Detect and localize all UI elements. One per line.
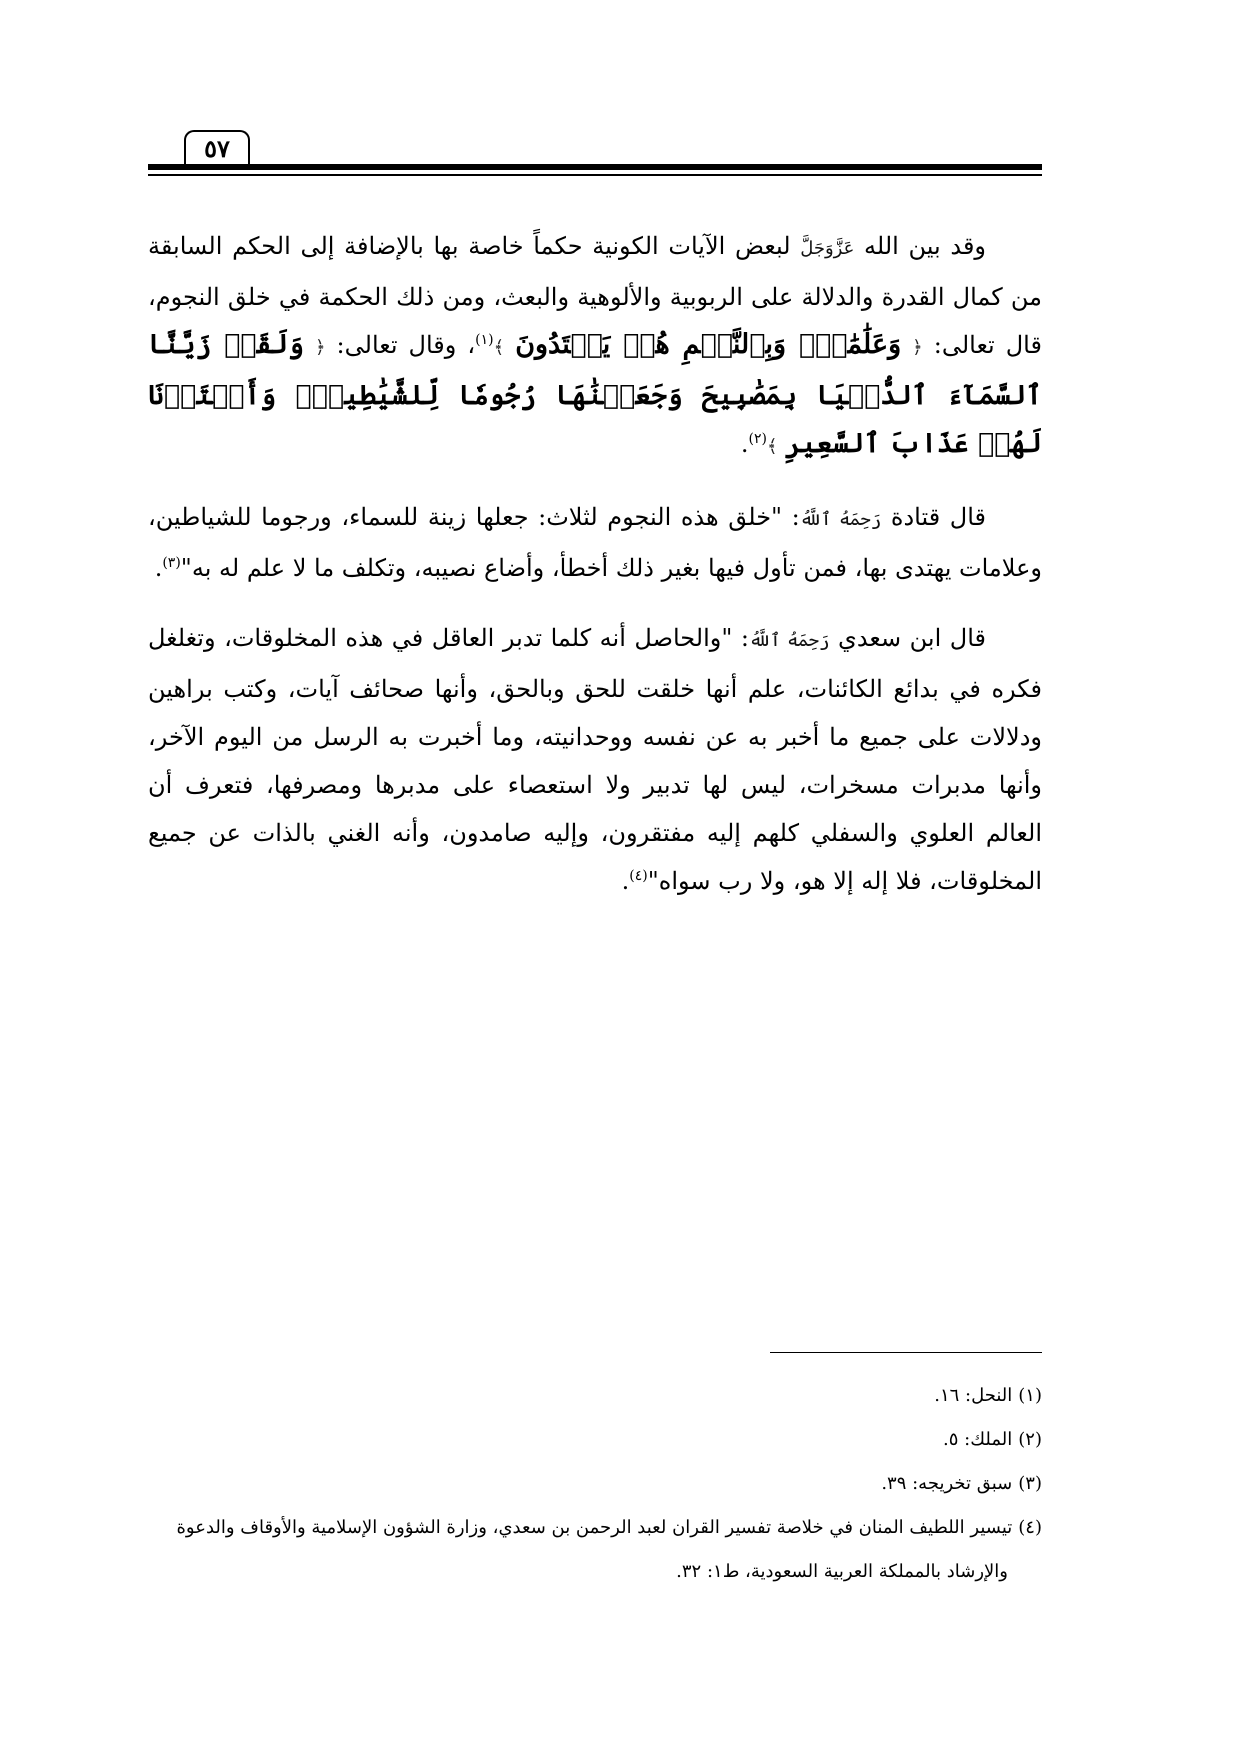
footnote-4 [148,1506,1042,1594]
paragraph-1 [148,222,1042,471]
header-rule-thick [148,164,1042,170]
footnote-text: الملك: ٥. [943,1429,1013,1450]
p2-end: . [154,554,163,582]
footnote-ref-4[interactable]: (٤) [629,868,648,884]
footnote-text: تيسير اللطيف المنان في خلاصة تفسير القران لعبد الرحمن بن سعدي، وزارة الشؤون الإسلامية والأوقاف والدعوة [176,1517,1013,1538]
verse-close-ornament: ﴾ [493,337,505,358]
verse-open-ornament-2: ﴿ [314,337,326,358]
footnote-1 [148,1374,1042,1418]
honorific-rahimahullah-1: رَحِمَهُ ٱللَّهُ [799,509,882,530]
verse-open-ornament: ﴿ [912,337,923,358]
p1-text-3: ، وقال تعالى: [325,331,476,359]
page-header [148,118,1042,174]
paragraph-2 [148,493,1042,592]
footnote-3 [148,1462,1042,1506]
p1-end: . [740,430,749,458]
footnote-text: النحل: ١٦. [934,1385,1013,1406]
footnote-number: (٤) [1018,1517,1042,1538]
footnote-ref-1[interactable]: (١) [475,332,494,348]
footnote-text-continued: والإرشاد بالمملكة العربية السعودية، ط١: ٣٢. [676,1561,1008,1582]
footnote-separator [770,1352,1042,1353]
paragraph-3 [148,614,1042,905]
header-rule-thin [148,174,1042,176]
p2-text-1: قال قتادة [881,503,986,531]
footnote-text: سبق تخريجه: ٣٩. [881,1473,1013,1494]
quran-verse-1: وَعَلَٰمَٰتٖۚ وَبِٱلنَّجۡمِ هُمۡ يَهۡتَدُونَ [515,329,902,360]
p1-text-1: وقد بين الله [854,232,987,260]
page-number: ٥٧ [184,130,250,166]
footnotes [148,1374,1042,1594]
honorific-rahimahullah-2: رَحِمَهُ ٱللَّهُ [749,630,830,651]
main-text [148,222,1042,905]
footnote-ref-3[interactable]: (٣) [162,555,181,571]
footnote-number: (٣) [1018,1473,1042,1494]
p1-text-2: لبعض الآيات الكونية حكماً خاصة بها بالإضافة إلى الحكم السابقة من كمال القدرة والدلالة على الربوبية والألوهية والبعث، ومن ذلك الحكمة في خلق النجوم، قال تعالى: [148,232,1042,359]
verse-close-ornament-2: ﴾ [766,436,778,457]
footnote-number: (١) [1018,1385,1042,1406]
footnote-number: (٢) [1018,1429,1042,1450]
p3-text-1: قال ابن سعدي [829,624,987,652]
footnote-ref-2[interactable]: (٢) [748,431,767,447]
honorific-azza-wajal: عَزَّوَجَلَّ [800,238,855,259]
p3-end: . [621,867,630,895]
footnote-2 [148,1418,1042,1462]
p3-text-2: : "والحاصل أنه كلما تدبر العاقل في هذه المخلوقات، وتغلغل فكره في بدائع الكائنات، علم أنها خلقت للحق وبالحق، وأنها صحائف آيات، وكتب براهين ودلالات على جميع ما أخبر به عن نفسه ووحدانيته، وما أخبرت به الرسل من اليوم الآخر، وأنها مدبرات مسخرات، ليس لها تدبير ولا استعصاء على مدبرها ومصرفها، فتعرف أن العالم العلوي والسفلي كلهم إليه مفتقرون، وإليه صامدون، وأنه الغني بالذات عن جميع المخلوقات، فلا إله إلا هو، ولا رب سواه" [148,624,1042,895]
quran-verse-2: وَلَقَدۡ زَيَّنَّا ٱلسَّمَآءَ ٱلدُّنۡيَا بِمَصَٰبِيحَ وَجَعَلۡنَٰهَا رُجُومٗا لِّلشَّيَٰطِينِۖ وَأَعۡتَدۡنَا لَهُمۡ عَذَابَ ٱلسَّعِيرِ [148,329,1042,459]
p2-text-2: : "خلق هذه النجوم لثلاث: جعلها زينة للسماء، ورجوما للشياطين، وعلامات يهتدى بها، فمن تأول فيها بغير ذلك أخطأ، وأضاع نصيبه، وتكلف ما لا علم له به" [148,503,1042,582]
